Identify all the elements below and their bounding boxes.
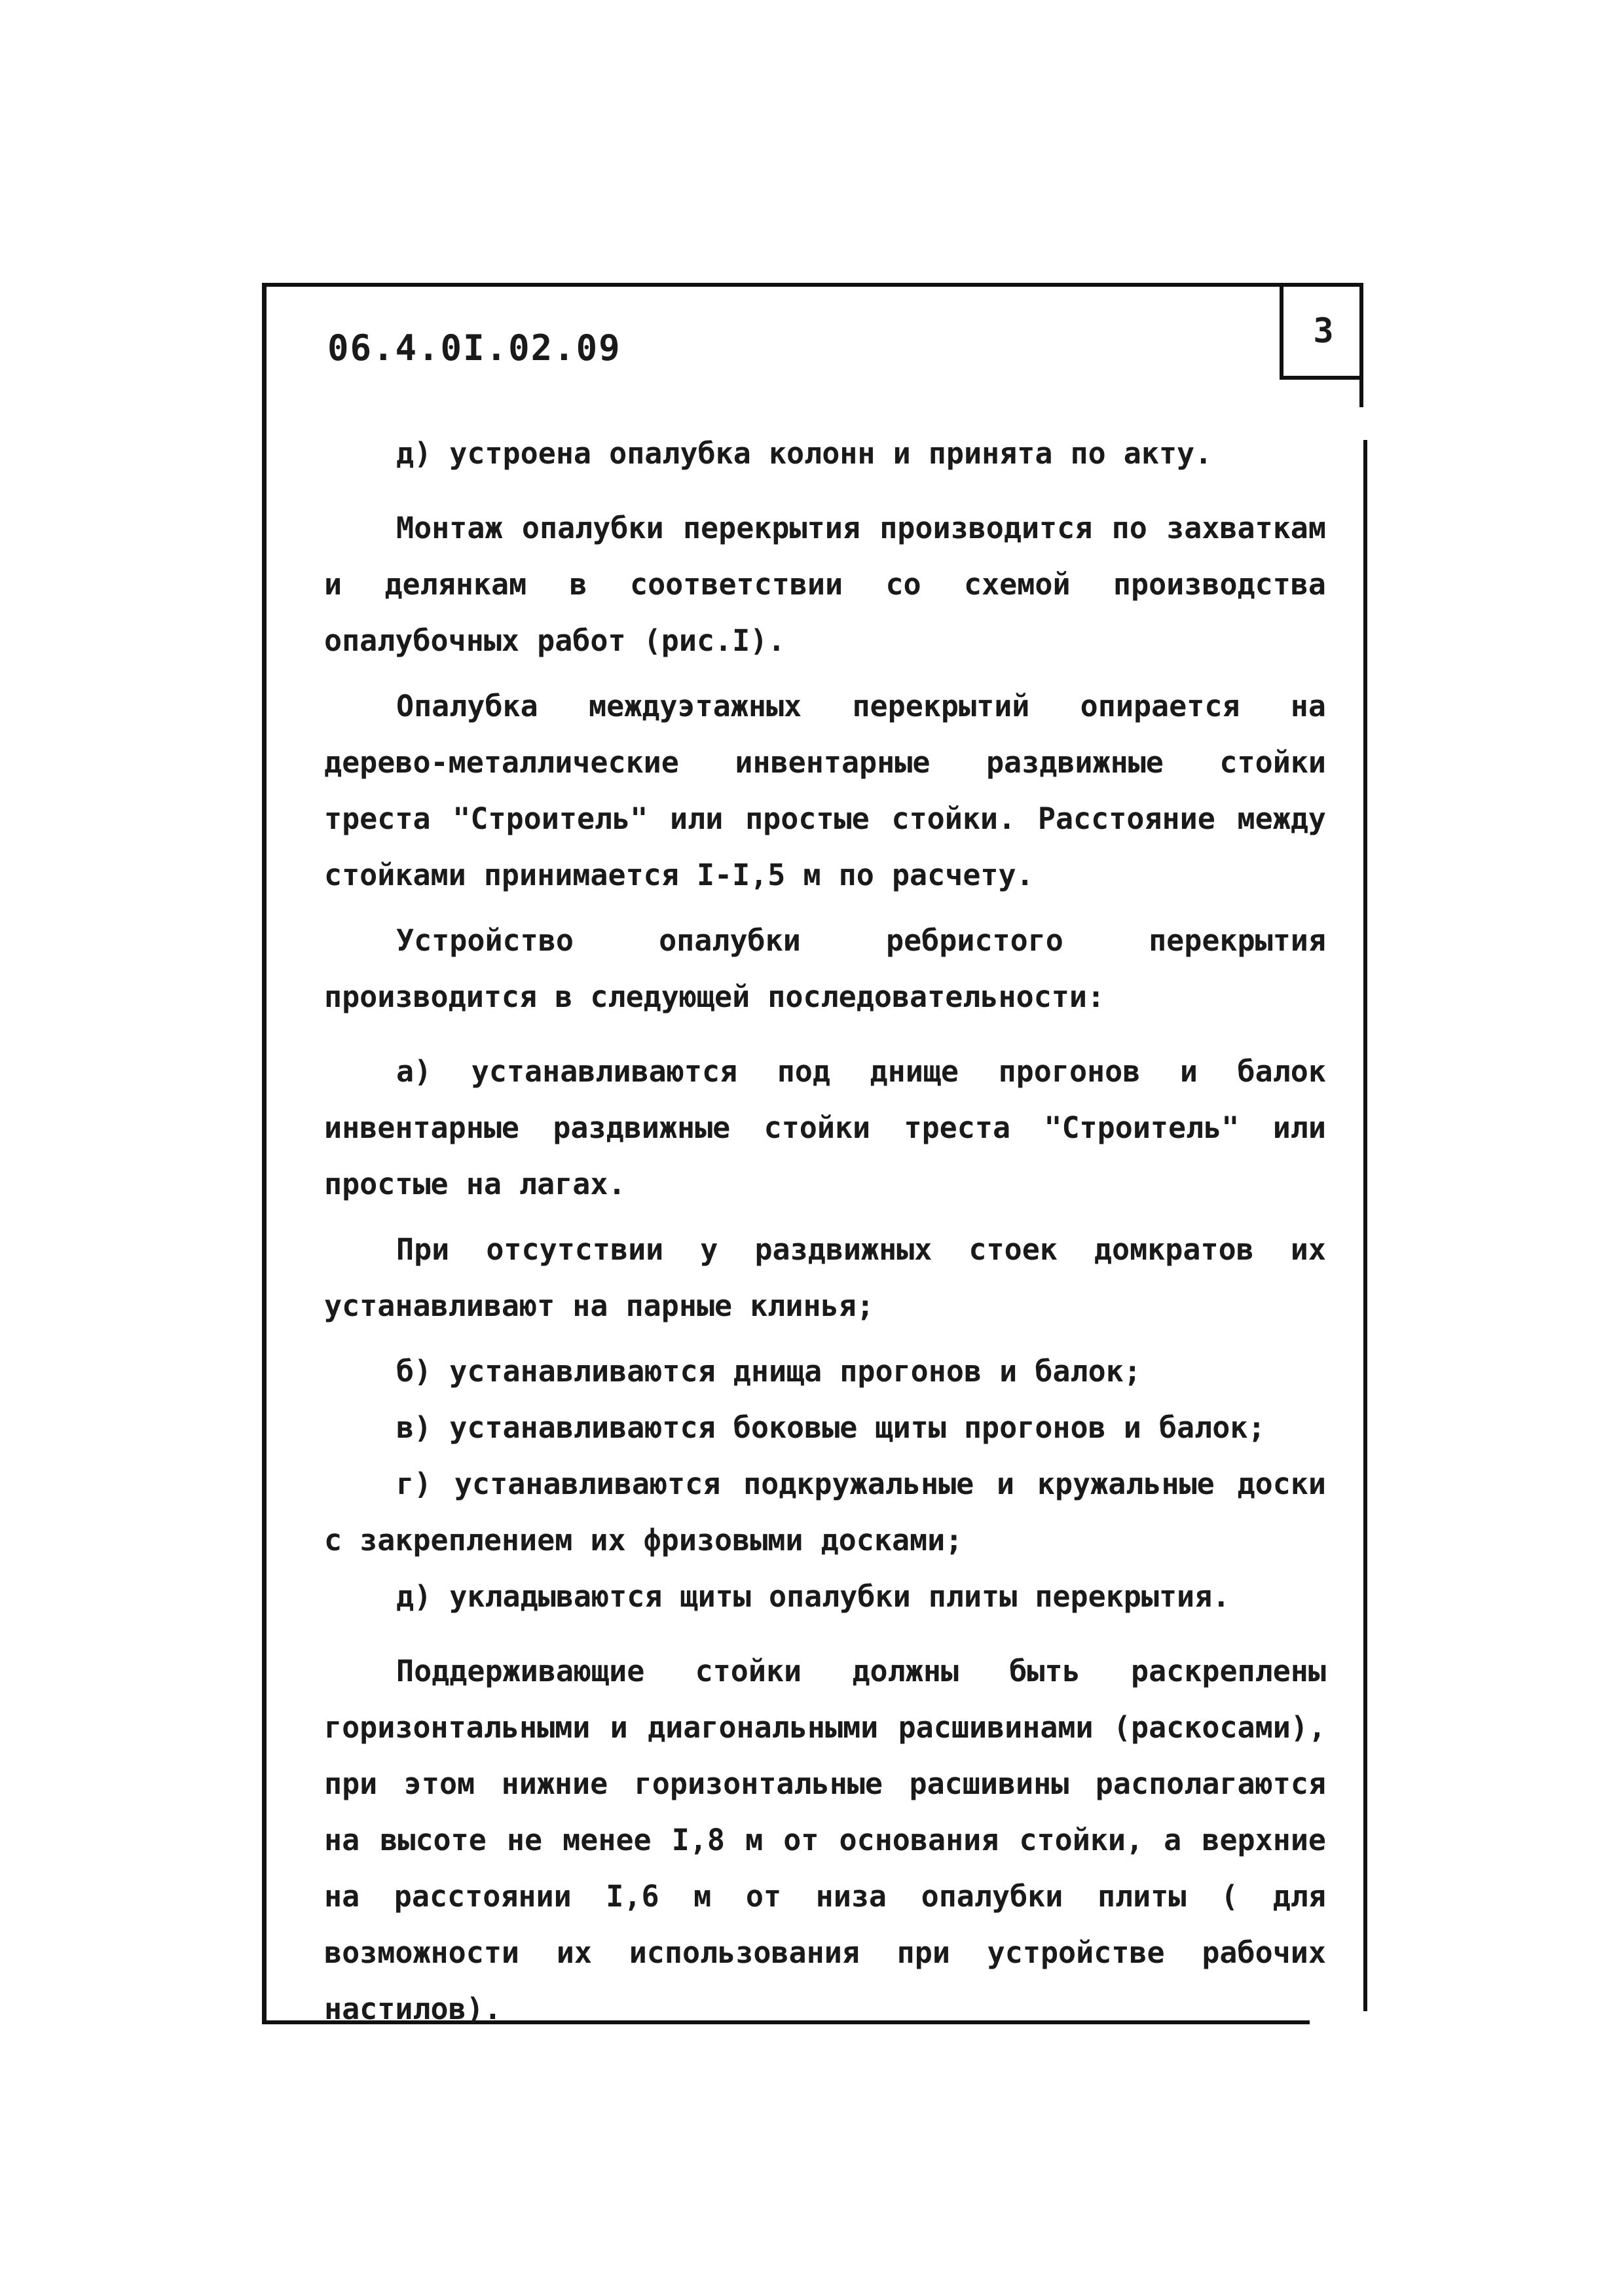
frame-top-border xyxy=(262,283,1363,287)
paragraph-9: г) устанавливаются подкружальные и кружальные доски с закреплением их фризовыми досками; xyxy=(324,1467,1326,1558)
paragraph-3: Опалубка междуэтажных перекрытий опирается на дерево-металлические инвентарные раздвижные стойки треста "Строитель" или простые стойки. Расстояние между стойками принимается I-I,5 м по расчету. xyxy=(324,689,1326,892)
paragraph-11: Поддерживающие стойки должны быть раскреплены горизонтальными и диагональными расшивинами (раскосами), при этом нижние горизонтальные расшивины располагаются на высоте не менее I,8 м от основания стойки, а верхние на расстоянии I,6 м от низа опалубки плиты ( для возможности их использования при устройстве рабочих настилов). xyxy=(324,1654,1326,2026)
frame-left-border xyxy=(262,283,267,2024)
paragraph-6: При отсутствии у раздвижных стоек домкратов их устанавливают на парные клинья; xyxy=(324,1232,1326,1323)
paragraph-4: Устройство опалубки ребристого перекрытия производится в следующей последовательности: xyxy=(324,923,1326,1014)
paragraph-7: б) устанавливаются днища прогонов и балок; xyxy=(396,1354,1141,1389)
page-number: 3 xyxy=(1313,312,1334,351)
paragraph-10: д) укладываются щиты опалубки плиты перекрытия. xyxy=(396,1579,1230,1614)
paragraph-1: д) устроена опалубка колонн и принята по акту. xyxy=(396,436,1213,471)
paragraph-5: а) устанавливаются под днище прогонов и балок инвентарные раздвижные стойки треста "Строитель" или простые на лагах. xyxy=(324,1054,1326,1201)
frame-right-border-lower xyxy=(1363,440,1367,2011)
document-body xyxy=(324,426,1326,2047)
page-number-box xyxy=(1280,287,1363,380)
document-code: 06.4.0I.02.09 xyxy=(327,327,621,369)
paragraph-2: Монтаж опалубки перекрытия производится по захваткам и делянкам в соответствии со схемой производства опалубочных работ (рис.I). xyxy=(324,511,1326,658)
paragraph-8: в) устанавливаются боковые щиты прогонов и балок; xyxy=(396,1410,1266,1445)
